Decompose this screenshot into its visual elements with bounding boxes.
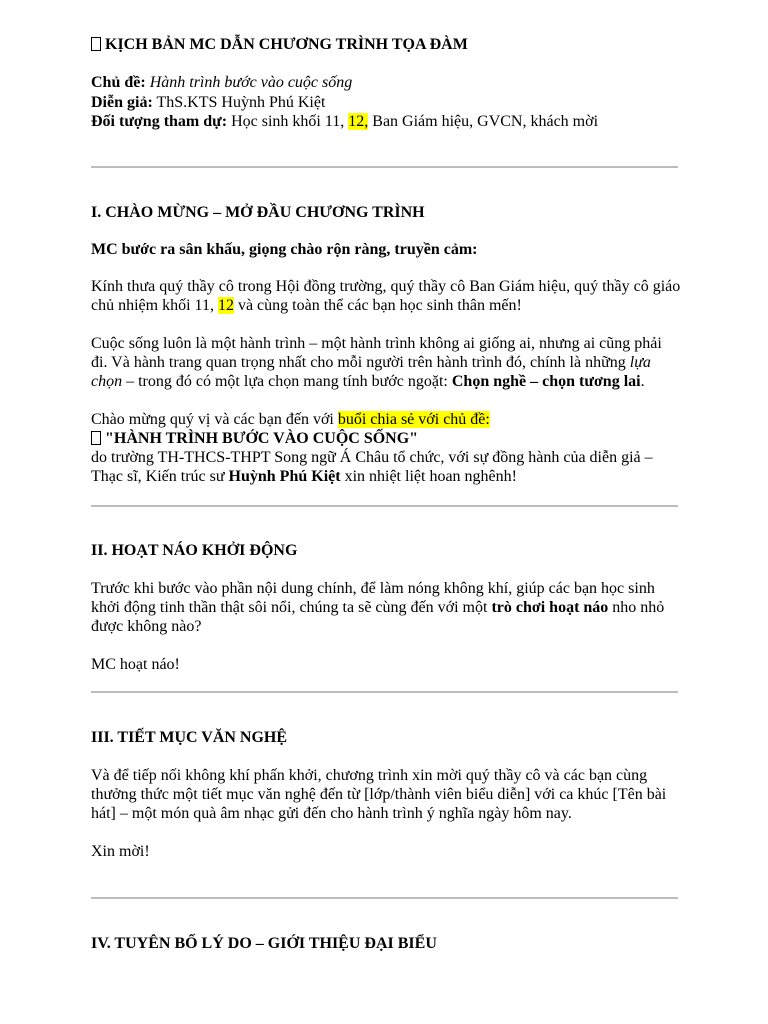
paragraph: Và để tiếp nối không khí phấn khởi, chương trình xin mời quý thầy cô và các bạn cùng thưởng thức một tiết mục văn nghệ đến từ [lớp/thành viên biểu diễn] với ca khúc [Tên bài hát] – một món quà âm nhạc gửi đến cho hành trình ý nghĩa ngày hôm nay. (91, 767, 667, 822)
paragraph: Chào mừng quý vị và các bạn đến với buổi chia sẻ với chủ đề: "HÀNH TRÌNH BƯỚC VÀO CUỘC SỐNG" do trường TH-THCS-THPT Song ngữ Á Châu tổ chức, với sự đồng hành của diễn giả – Thạc sĩ, Kiến trúc sư Huỳnh Phú Kiệt xin nhiệt liệt hoan nghênh! (91, 411, 653, 485)
paragraph: Xin mời! (91, 843, 150, 860)
section-heading: IV. TUYÊN BỐ LÝ DO – GIỚI THIỆU ĐẠI BIỂU (91, 935, 437, 952)
topic-line: Chủ đề: Hành trình bước vào cuộc sống (91, 74, 353, 91)
stage-direction: MC bước ra sân khấu, giọng chào rộn ràng, truyền cảm: (91, 241, 478, 258)
paragraph: MC hoạt náo! (91, 656, 180, 673)
paragraph: Trước khi bước vào phần nội dung chính, để làm nóng không khí, giúp các bạn học sinh khởi động tinh thần thật sôi nổi, chúng ta sẽ cùng đến với một trò chơi hoạt náo nho nhỏ được không nào? (91, 580, 665, 635)
section-heading: II. HOẠT NÁO KHỞI ĐỘNG (91, 542, 298, 559)
divider (91, 505, 678, 507)
section-heading: I. CHÀO MỪNG – MỞ ĐẦU CHƯƠNG TRÌNH (91, 204, 425, 221)
missing-glyph-icon (91, 431, 101, 445)
divider (91, 166, 678, 168)
doc-title: KỊCH BẢN MC DẪN CHƯƠNG TRÌNH TỌA ĐÀM (91, 35, 681, 54)
audience-line: Đối tượng tham dự: Học sinh khối 11, 12, Ban Giám hiệu, GVCN, khách mời (91, 113, 599, 130)
missing-glyph-icon (91, 37, 101, 51)
paragraph: Kính thưa quý thầy cô trong Hội đồng trường, quý thầy cô Ban Giám hiệu, quý thầy cô giáo chủ nhiệm khối 11, 12 và cùng toàn thể các bạn học sinh thân mến! (91, 278, 681, 314)
divider (91, 691, 678, 693)
paragraph: Cuộc sống luôn là một hành trình – một hành trình không ai giống ai, nhưng ai cũng phải đi. Và hành trang quan trọng nhất cho mỗi người trên hành trình đó, chính là những lựa chọn – trong đó có một lựa chọn mang tính bước ngoặt: Chọn nghề – chọn tương lai. (91, 335, 662, 390)
speaker-line: Diễn giả: ThS.KTS Huỳnh Phú Kiệt (91, 94, 326, 111)
divider (91, 897, 678, 899)
section-heading: III. TIẾT MỤC VĂN NGHỆ (91, 729, 288, 746)
